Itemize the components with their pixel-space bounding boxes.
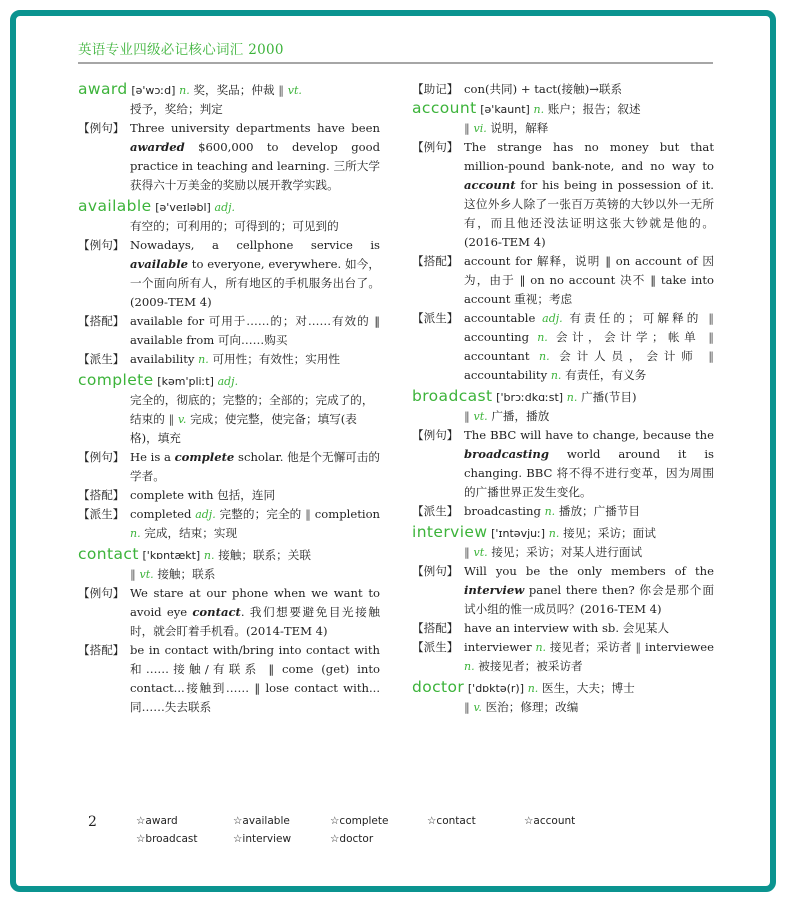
part-of-speech: vt. <box>287 84 302 97</box>
example-text: The strange has no money but that million-pound bank-note, and no way to <box>464 140 714 173</box>
collocation-label: 【搭配】 <box>412 254 459 268</box>
derivative-word: accountant <box>464 349 530 363</box>
part-of-speech: n. <box>535 641 547 654</box>
collocation-row <box>412 252 714 309</box>
entry-account: account [ə'kaunt] n. 账户；报告；叙述 ‖ vi. 说明，解释 【例句】 The strange has no money but that million-pound bank-note, and no way to account for his being in possession of it. 这位外乡人除了一张百万英镑的大钞以外一无所有，而且他还没法证明这张大钞就是他的。(2016-TEM 4) 【搭配】 account for 解释，说明 ‖ on account of 因为，由于 ‖ on no account 决不 ‖ take into account 重视；考虑 【派生】 accountable adj. 有责任的；可解释的 ‖ accounting n. 会计，会计学；帐单 ‖ accountant n. 会计人员，会计师 ‖ accountability n. 有责任，有义务 <box>412 99 714 385</box>
example-text: to everyone, everywhere. 如今，一个面向所有人，所有地区的手机服务出台了。(2009-TEM 4) <box>130 257 380 309</box>
definition: 医生，大夫；博士 <box>541 681 635 695</box>
definition: 接见；采访；对某人进行面试 <box>491 545 643 559</box>
entry-interview: interview ['ɪntəvjuː] n. 接见；采访；面试 ‖ vt. 接见；采访；对某人进行面试 【例句】 Will you be the only members of the interview panel there then? 你会是那个面试小组的惟一成员吗？(2016-TEM 4) 【搭配】 have an interview with sb. 会见某人 【派生】 interviewer n. 接见者；采访者 ‖ interviewee n. 被接见者；被采访者 <box>412 523 714 676</box>
part-of-speech: n. <box>203 549 215 562</box>
phonetic: ['kɒntækt] <box>142 549 201 562</box>
example-label: 【例句】 <box>78 238 125 252</box>
star-icon: ☆ <box>330 815 340 827</box>
example-row <box>78 584 380 641</box>
part-of-speech: n. <box>527 682 539 695</box>
example-text: Three university departments have been <box>130 121 380 135</box>
example-text: The BBC will have to change, because the <box>464 428 714 442</box>
star-icon: ☆ <box>427 815 437 827</box>
right-column <box>412 80 714 719</box>
star-icon: ☆ <box>136 833 146 845</box>
headword: complete <box>78 371 154 389</box>
derivative-label: 【派生】 <box>78 352 125 366</box>
example-label: 【例句】 <box>78 586 125 600</box>
headword: broadcast <box>412 387 493 405</box>
part-of-speech: adj. <box>214 201 236 214</box>
collocation-text: account for 解释，说明 ‖ on account of 因为，由于 ‖ on no account 决不 ‖ take into account 重视；考虑 <box>464 254 714 306</box>
example-text: $600,000 to develop good practice in teaching and learning. 三所大学获得六十万美金的奖励以展开教学实践。 <box>130 140 380 192</box>
part-of-speech: n. <box>198 353 209 366</box>
derivative-definition: 接见者；采访者 <box>549 640 632 654</box>
derivative-definition: 完整的；完全的 <box>219 507 302 521</box>
derivative-word: accountability <box>464 368 548 382</box>
derivative-word: interviewee <box>645 640 715 654</box>
headword: contact <box>78 545 139 563</box>
derivative-word: interviewer <box>464 640 532 654</box>
derivative-label: 【派生】 <box>412 640 459 654</box>
star-icon: ☆ <box>233 815 243 827</box>
definition: 说明，解释 <box>490 121 549 135</box>
star-icon: ☆ <box>524 815 534 827</box>
derivative-label: 【派生】 <box>78 507 125 521</box>
part-of-speech: adj. <box>217 375 239 388</box>
word-index-item <box>136 830 233 848</box>
part-of-speech: n. <box>550 369 562 382</box>
part-of-speech: n. <box>179 84 190 97</box>
example-text: for his being in possession of it. 这位外乡人除了一张百万英镑的大钞以外一无所有，而且他还没法证明这张大钞就是他的。(2016-TEM 4) <box>464 178 714 249</box>
phonetic: [ə'veɪləbl] <box>155 201 211 214</box>
collocation-row <box>78 641 380 717</box>
definition: 授予，奖给；判定 <box>130 102 223 116</box>
example-text: world around it is changing. BBC 将不得不进行变革，因为周围的广播世界正发生变化。 <box>464 447 714 499</box>
example-keyword: interview <box>464 583 525 597</box>
example-row <box>412 138 714 252</box>
derivative-definition: 被接见者；被采访者 <box>478 659 583 673</box>
example-text: scholar. 他是个无懈可击的学者。 <box>130 450 380 483</box>
part-of-speech: vt. <box>473 410 488 423</box>
definition: 接见；采访；面试 <box>563 526 656 540</box>
derivative-word: availability <box>130 352 195 366</box>
example-row <box>412 426 714 502</box>
example-keyword: awarded <box>130 140 185 154</box>
page-header <box>78 38 713 64</box>
collocation-label: 【搭配】 <box>412 621 459 635</box>
headword: interview <box>412 523 488 541</box>
headword: account <box>412 99 477 117</box>
example-keyword: broadcasting <box>464 447 549 461</box>
example-text: We stare at our phone when we want to avoid eye <box>130 586 380 619</box>
example-keyword: complete <box>174 450 235 464</box>
part-of-speech: adj. <box>542 312 563 325</box>
phonetic: ['ɪntəvjuː] <box>491 527 546 540</box>
collocation-label: 【搭配】 <box>78 643 125 657</box>
book-title: 英语专业四级必记核心词汇 2000 <box>78 42 284 58</box>
phonetic: [kəm'pliːt] <box>157 375 214 388</box>
word-index-item <box>136 812 233 830</box>
definition: 完全的，彻底的；完整的；全部的；完成了的，结束的 <box>130 393 374 426</box>
entry-available <box>78 197 380 369</box>
derivative-definition: 会计人员，会计师 <box>559 349 699 363</box>
part-of-speech: n. <box>537 331 548 344</box>
part-of-speech: v. <box>177 413 187 426</box>
example-label: 【例句】 <box>412 428 459 442</box>
word-index-label: complete <box>339 815 389 827</box>
part-of-speech: n. <box>544 505 556 518</box>
entry-broadcast: broadcast ['brɔːdkɑːst] n. 广播(节目) ‖ vt. 广播，播放 【例句】 The BBC will have to change, because the broadcasting world around it is changing. BBC 将不得不进行变革，因为周围的广播世界正发生变化。 【派生】 broadcasting n. 播放；广播节目 <box>412 387 714 521</box>
example-row <box>78 119 380 195</box>
star-icon: ☆ <box>136 815 146 827</box>
definition: 接触；联系 <box>157 567 216 581</box>
collocation-row <box>412 619 714 638</box>
part-of-speech: vt. <box>473 546 488 559</box>
collocation-text: available for 可用于……的；对……有效的 ‖ available from 可向……购买 <box>130 314 380 347</box>
derivative-label: 【派生】 <box>412 311 459 325</box>
mnemonic-text: con(共同) + tact(接触)→联系 <box>464 82 623 96</box>
derivative-row: 【派生】 interviewer n. 接见者；采访者 ‖ interviewee n. 被接见者；被采访者 <box>412 640 715 673</box>
word-index-list <box>136 812 716 848</box>
example-label: 【例句】 <box>412 140 459 154</box>
phonetic: ['brɔːdkɑːst] <box>496 391 564 404</box>
entry-doctor: doctor ['dɒktə(r)] n. 医生，大夫；博士 ‖ v. 医治；修理；改编 <box>412 678 635 714</box>
collocation-text: complete with 包括，连同 <box>130 488 276 502</box>
part-of-speech: n. <box>548 527 560 540</box>
example-row <box>78 448 380 486</box>
part-of-speech: adj. <box>195 508 216 521</box>
word-index-label: available <box>242 815 290 827</box>
star-icon: ☆ <box>233 833 243 845</box>
word-index-label: doctor <box>339 833 374 845</box>
word-index-item <box>330 812 427 830</box>
left-column <box>78 80 380 719</box>
part-of-speech: n. <box>533 103 545 116</box>
definition: 接触；联系；关联 <box>218 548 311 562</box>
word-index-item <box>233 812 330 830</box>
definition: 广播(节目) <box>581 390 637 404</box>
example-row <box>412 562 714 619</box>
definition: 账户；报告；叙述 <box>547 102 641 116</box>
definition: 广播，播放 <box>491 409 550 423</box>
collocation-row <box>78 486 380 505</box>
example-keyword: account <box>464 178 516 192</box>
headword: doctor <box>412 678 465 696</box>
derivative-definition: 完成，结束；实现 <box>144 526 238 540</box>
example-keyword: contact <box>192 605 241 619</box>
derivative-label: 【派生】 <box>412 504 459 518</box>
part-of-speech: v. <box>473 701 482 714</box>
word-index-item <box>524 812 621 830</box>
definition: 奖，奖品；仲裁 <box>193 83 275 97</box>
entry-complete: complete [kəm'pliːt] adj. 完全的，彻底的；完整的；全部的；完成了的，结束的 ‖ v. 完成；使完整，使完备；填写(表格)，填充 【例句】 He is a complete scholar. 他是个无懈可击的学者。 【搭配】 complete with 包括，连同 【派生】 completed adj. 完整的；完全的 ‖ completion n. 完成，结束；实现 <box>78 371 380 543</box>
word-index-label: contact <box>436 815 476 827</box>
example-text: panel there then? 你会是那个面试小组的惟一成员吗？(2016-TEM 4) <box>464 583 714 616</box>
phonetic: ['dɒktə(r)] <box>467 682 525 695</box>
part-of-speech: n. <box>464 660 475 673</box>
derivative-definition: 会计，会计学；帐单 <box>555 330 701 344</box>
derivative-word: accountable <box>464 311 536 325</box>
derivative-row <box>412 502 714 521</box>
example-label: 【例句】 <box>78 121 125 135</box>
example-label: 【例句】 <box>412 564 459 578</box>
example-text: Nowadays, a cellphone service is <box>130 238 380 252</box>
derivative-row: 【派生】 accountable adj. 有责任的；可解释的 ‖ accounting n. 会计，会计学；帐单 ‖ accountant n. 会计人员，会计师 ‖ accountability n. 有责任，有义务 <box>412 311 715 382</box>
word-index-item <box>330 830 427 848</box>
part-of-speech: vt. <box>139 568 154 581</box>
example-label: 【例句】 <box>78 450 125 464</box>
word-index-item <box>427 812 524 830</box>
definition: 有空的；可利用的；可得到的；可见到的 <box>130 219 339 233</box>
derivative-row: 【派生】 completed adj. 完整的；完全的 ‖ completion n. 完成，结束；实现 <box>78 507 381 540</box>
entry-contact: contact ['kɒntækt] n. 接触；联系；关联 ‖ vt. 接触；联系 【例句】 We stare at our phone when we want to avoid eye contact. 我们想要避免目光接触时，就会盯着手机看。(2014-TEM 4) 【搭配】 be in contact with/bring into contact with 和……接触/有联系 ‖ come (get) into contact...接触到…… ‖ lose contact with...同……失去联系 <box>78 545 380 717</box>
page-number: 2 <box>88 814 97 830</box>
example-row <box>78 236 380 312</box>
headword: award <box>78 80 128 98</box>
mnemonic-label: 【助记】 <box>412 82 459 96</box>
part-of-speech: vi. <box>473 122 487 135</box>
derivative-row <box>78 350 380 369</box>
collocation-row <box>78 312 380 350</box>
phonetic: [ə'wɔːd] <box>131 84 176 97</box>
derivative-word: completed <box>130 507 192 521</box>
word-index-label: interview <box>242 833 292 845</box>
derivative-definition: 播放；广播节目 <box>558 504 641 518</box>
example-keyword: available <box>130 257 188 271</box>
collocation-text: be in contact with/bring into contact with 和……接触/有联系 ‖ come (get) into contact...接触到…… ‖ lose contact with...同……失去联系 <box>130 643 380 714</box>
derivative-word: completion <box>314 507 381 521</box>
derivative-definition: 有责任，有义务 <box>565 368 647 382</box>
collocation-label: 【搭配】 <box>78 488 125 502</box>
mnemonic-row <box>412 80 714 99</box>
part-of-speech: n. <box>566 391 578 404</box>
part-of-speech: n. <box>539 350 550 363</box>
derivative-word: broadcasting <box>464 504 541 518</box>
part-of-speech: n. <box>130 527 141 540</box>
derivative-word: accounting <box>464 330 530 344</box>
derivative-definition: 可用性；有效性；实用性 <box>212 352 340 366</box>
derivative-definition: 有责任的；可解释的 <box>569 311 702 325</box>
collocation-text: have an interview with sb. 会见某人 <box>464 621 670 635</box>
word-index-item <box>233 830 330 848</box>
example-text: He is a <box>130 450 175 464</box>
phonetic: [ə'kaunt] <box>480 103 530 116</box>
headword: available <box>78 197 152 215</box>
definition: 医治；修理；改编 <box>485 700 579 714</box>
word-index-label: account <box>533 815 576 827</box>
entry-award: award [ə'wɔːd] n. 奖，奖品；仲裁 ‖ vt. 授予，奖给；判定 【例句】 Three university departments have been awarded $600,000 to develop good practice in teaching and learning. 三所大学获得六十万美金的奖励以展开教学实践。 <box>78 80 380 195</box>
word-index-label: award <box>145 815 178 827</box>
star-icon: ☆ <box>330 833 340 845</box>
example-text: . 我们想要避免目光接触时，就会盯着手机看。(2014-TEM 4) <box>130 605 380 638</box>
collocation-label: 【搭配】 <box>78 314 125 328</box>
word-index-label: broadcast <box>145 833 198 845</box>
example-text: Will you be the only members of the <box>464 564 714 578</box>
definition: 完成；使完整，使完备；填写(表格)，填充 <box>130 412 357 445</box>
